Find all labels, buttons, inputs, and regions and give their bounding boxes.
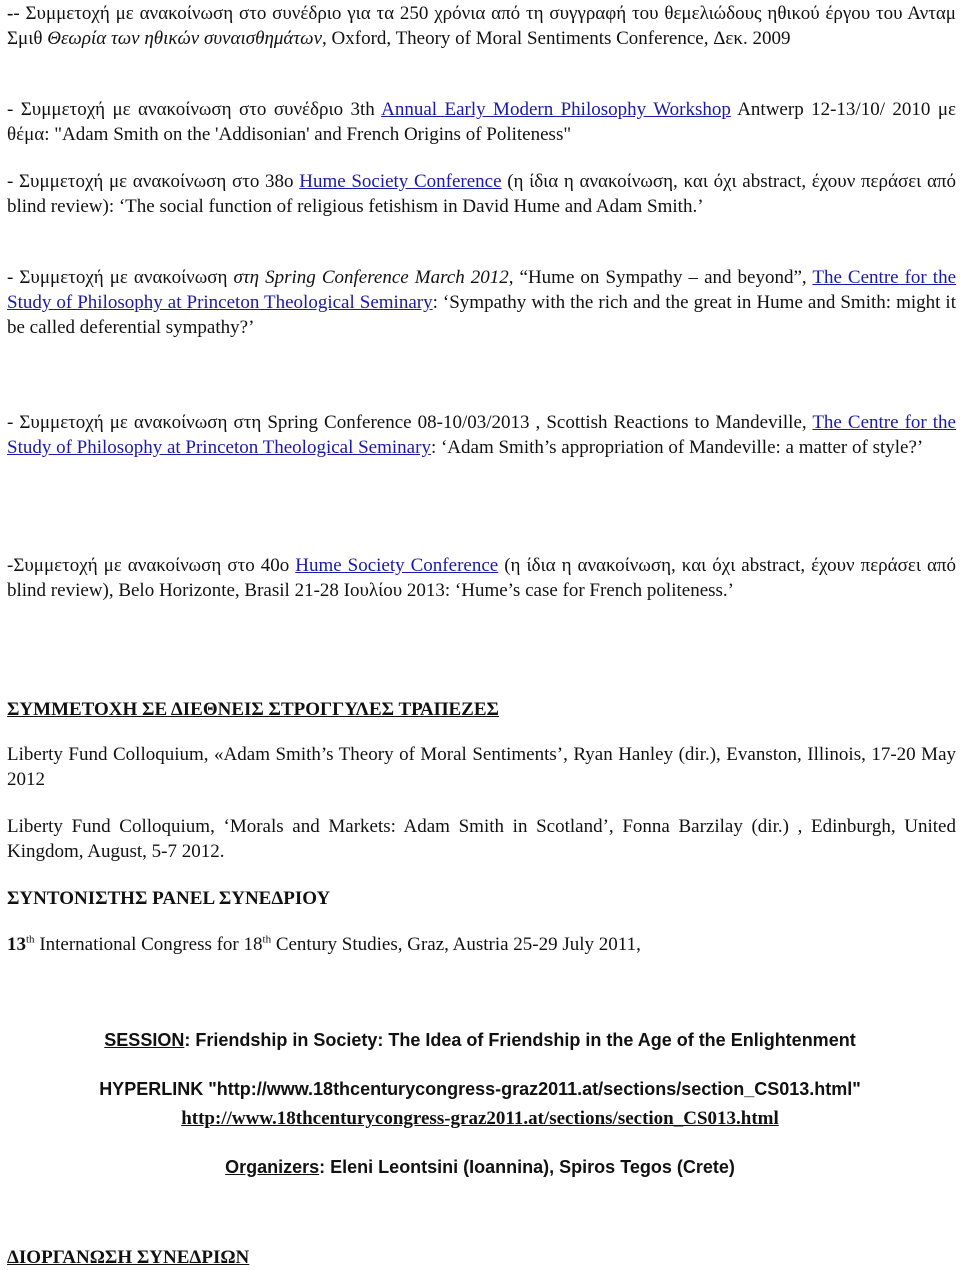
roundtable-item: Liberty Fund Colloquium, ‘Morals and Markets: Adam Smith in Scotland’, Fonna Barzilay (dir.) , Edinburgh, United Kingdom, August, 5-7 2012. [7, 816, 956, 862]
roundtable-item: Liberty Fund Colloquium, «Adam Smith’s Theory of Moral Sentiments’, Ryan Hanley (dir.), Evanston, Illinois, 17-20 May 2012 [7, 744, 956, 790]
roundtables-heading: ΣΥΜΜΕΤΟΧΗ ΣΕ ΔΙΕΘΝΕΙΣ ΣΤΡΟΓΓΥΛΕΣ ΤΡΑΠΕΖΕΣ [7, 699, 499, 720]
entry-antwerp-workshop: - Συμμετοχή με ανακοίνωση στο συνέδριο 3th Annual Early Modern Philosophy Workshop Antwerp 12-13/10/ 2010 με θέμα: "Adam Smith on the 'Addisonian' and French Origins of Politeness" [7, 99, 956, 145]
conference-organization-heading: ΔΙΟΡΓΑΝΩΣΗ ΣΥΝΕΔΡΙΩΝ [7, 1247, 250, 1268]
hume-society-conference-link[interactable]: Hume Society Conference [299, 171, 502, 192]
entry-oxford-250: -- Συμμετοχή με ανακοίνωση στο συνέδριο για τα 250 χρόνια από τη συγγραφή του θεμελιώδους ηθικού έργου του Ανταμ Σμιθ Θεωρία των ηθικών συναισθημάτων, Oxford, Theory of Moral Sentiments Conference, Δεκ. 2009 [7, 3, 956, 49]
princeton-seminary-link[interactable]: The Centre for the Study of Philosophy at Princeton Theological Seminary [7, 267, 957, 313]
session-title: SESSION: Friendship in Society: The Idea of Friendship in the Age of the Enlightenment [104, 1030, 856, 1050]
panel-congress-line: 13th International Congress for 18th Century Studies, Graz, Austria 25-29 July 2011, [7, 933, 641, 955]
hyperlink-field-code: HYPERLINK "http://www.18thcenturycongress-graz2011.at/sections/section_CS013.html" [99, 1079, 861, 1099]
hume-society-conference-link-2[interactable]: Hume Society Conference [295, 555, 499, 576]
annual-early-modern-philosophy-workshop-link[interactable]: Annual Early Modern Philosophy Workshop [381, 99, 731, 120]
organizers-line: Organizers: Eleni Leontsini (Ioannina), Spiros Tegos (Crete) [225, 1157, 735, 1177]
congress-url-link[interactable]: http://www.18thcenturycongress-graz2011.at/sections/section_CS013.html [181, 1108, 779, 1129]
entry-hume-society-38: - Συμμετοχή με ανακοίνωση στο 38ο Hume Society Conference (η ίδια η ανακοίνωση, και όχι abstract, έχουν περάσει από blind review): ‘The social function of religious fetishism in David Hume and Adam Smith.’ [7, 171, 956, 217]
panel-heading: ΣΥΝΤΟΝΙΣΤΗΣ PANEL ΣΥΝΕΔΡΙΟΥ [7, 888, 331, 909]
princeton-seminary-link-2[interactable]: The Centre for the Study of Philosophy at Princeton Theological Seminary [7, 412, 956, 458]
entry-dash: - [7, 3, 14, 24]
entry-hume-society-40: -Συμμετοχή με ανακοίνωση στο 40ο Hume Society Conference (η ίδια η ανακοίνωση, και όχι abstract, έχουν περάσει από blind review), Belo Horizonte, Brasil 21-28 Ιουλίου 2013: ‘Hume’s case for French politeness.’ [7, 555, 956, 601]
entry-princeton-2012: - Συμμετοχή με ανακοίνωση στη Spring Conference March 2012, “Hume on Sympathy – and beyond”, The Centre for the Study of Philosophy at Princeton Theological Seminary: ‘Sympathy with the rich and the great in Hume and Smith: might it be called deferential sympathy?’ [7, 267, 957, 338]
entry-princeton-2013: - Συμμετοχή με ανακοίνωση στη Spring Conference 08-10/03/2013 , Scottish Reactions to Mandeville, The Centre for the Study of Philosophy at Princeton Theological Seminary: ‘Adam Smith’s appropriation of Mandeville: a matter of style?’ [7, 412, 956, 458]
